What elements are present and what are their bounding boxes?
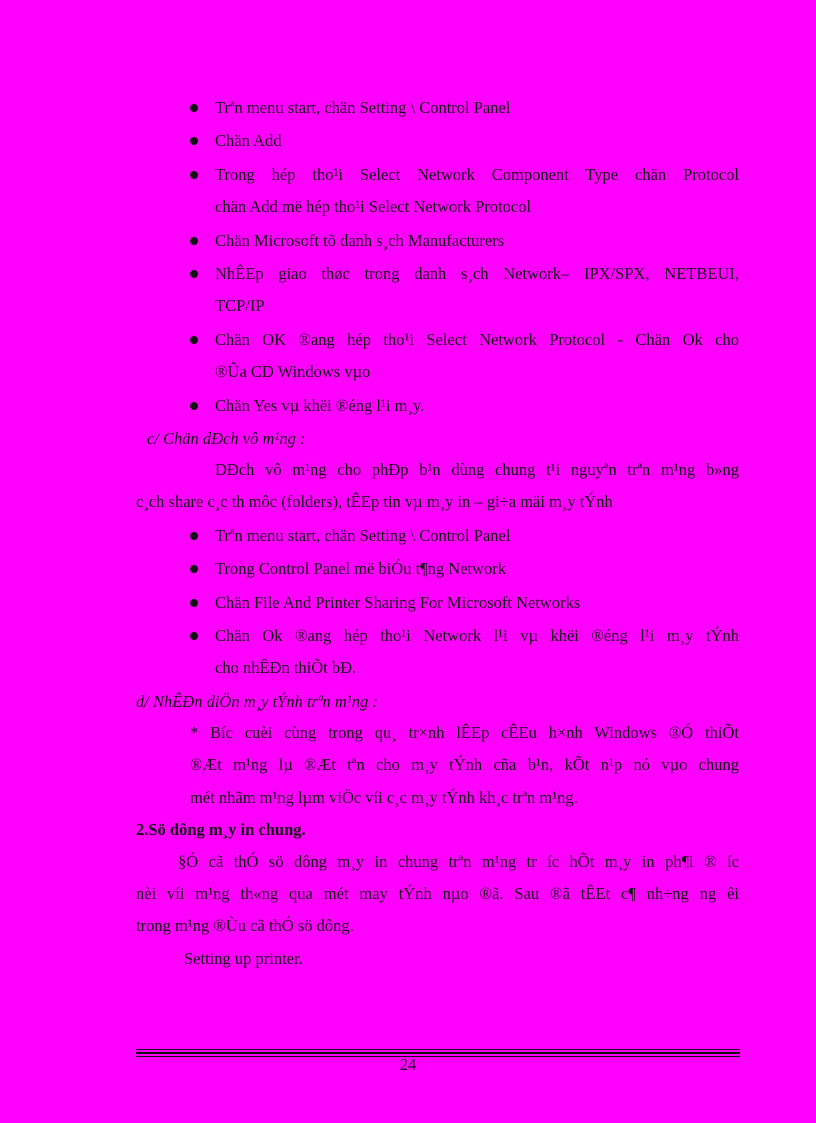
bullet-text: Chän Microsoft tõ danh s¸ch Manufacturers	[215, 231, 505, 250]
section-heading-d: d/ NhÊÐn diÖn m¸y tÝnh trªn m¹ng :	[136, 692, 378, 711]
paragraph: Setting up printer.	[184, 949, 303, 968]
paragraph: mét nhãm m¹ng lµm viÖc víi c¸c m¸y tÝnh kh¸c trªn m¹ng.	[190, 788, 578, 807]
bullet-text: Chän Add	[215, 131, 282, 150]
bullet-text: Chän Yes vµ khëi ®éng l¹i m¸y.	[215, 396, 425, 415]
bullet-text: Trong Control Panel më biÓu t¶ng Network	[215, 559, 507, 578]
paragraph: nèi víi m¹ng th«ng qua mét may tÝnh nµo ®ã. Sau ®ã tÊEt c¶ nh÷ng ng êi	[136, 884, 739, 903]
paragraph: DÐch vô m¹ng cho phÐp b¹n dùng chung t¹i nguyªn trªn m¹ng b»ng	[215, 460, 739, 479]
bullet-text-continued: cho nhÊÐn thiÕt bÐ.	[215, 658, 357, 677]
bullet-text: Chän Ok ®ang hép tho¹i Network l¹i vµ khëi ®éng l¹i m¸y tÝnh	[215, 626, 739, 645]
footer-rule	[136, 1052, 740, 1054]
bullet-dot	[190, 532, 198, 540]
bullet-dot	[190, 237, 198, 245]
bullet-text-continued: TCP/IP	[215, 296, 265, 315]
bullet-dot	[190, 402, 198, 410]
paragraph: trong m¹ng ®Ùu cã thÓ sö dông.	[136, 916, 354, 935]
paragraph: * Bíc cuèi cùng trong qu¸ tr×nh lÊEp cÊEu h×nh Windows ®Ó thiÕt	[190, 723, 739, 742]
footer-rule	[136, 1049, 740, 1050]
bullet-text: Chän File And Printer Sharing For Microsoft Networks	[215, 593, 581, 612]
bullet-dot	[190, 104, 198, 112]
section-heading-c: c/ Chän dÐch vô m¹ng :	[147, 429, 306, 448]
bullet-dot	[190, 336, 198, 344]
bullet-dot	[190, 599, 198, 607]
bullet-dot	[190, 270, 198, 278]
bullet-text: Trªn menu start, chän Setting \ Control Panel	[215, 98, 511, 117]
bullet-text: Chän OK ®ang hép tho¹i Select Network Protocol - Chän Ok cho	[215, 330, 739, 349]
bullet-text-continued: chän Add më hép tho¹i Select Network Protocol	[215, 197, 532, 216]
page-number: 24	[399, 1055, 417, 1074]
bullet-dot	[190, 632, 198, 640]
bullet-text: Trong hép tho¹i Select Network Component Type chän Protocol	[215, 165, 739, 184]
paragraph: §Ó cã thÓ sö dông m¸y in chung trªn m¹ng tr íc hÕt m¸y in ph¶i ® íc	[178, 852, 739, 871]
paragraph: c¸ch share c¸c th môc (folders), tÊEp tin vµ m¸y in – gi÷a mäi m¸y tÝnh	[136, 492, 613, 511]
bullet-dot	[190, 137, 198, 145]
bullet-text-continued: ®Ûa CD Windows vµo	[215, 362, 371, 381]
paragraph: ®Æt m¹ng lµ ®Æt tªn cho m¸y tÝnh cña b¹n, kÕt n¹p nó vµo chung	[190, 755, 739, 774]
bullet-dot	[190, 565, 198, 573]
bullet-text: NhÊEp giao thøc trong danh s¸ch Network– IPX/SPX, NETBEUI,	[215, 264, 739, 283]
bullet-text: Trªn menu start, chän Setting \ Control Panel	[215, 526, 511, 545]
bullet-dot	[190, 171, 198, 179]
section-heading-2: 2.Sö dông m¸y in chung.	[136, 820, 306, 839]
